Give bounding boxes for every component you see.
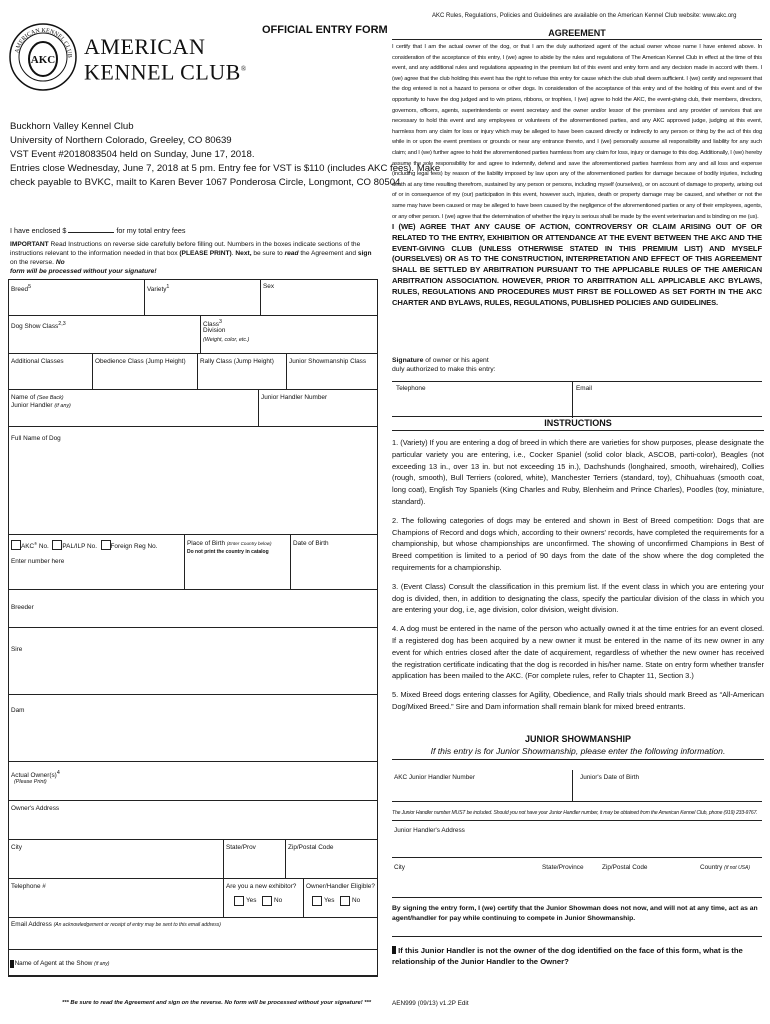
akc-seal-logo (8, 22, 78, 92)
instruction-item-3: 3. (Event Class) Consult the classification in this premium list. If the event class in which you are entering your dog is divided, then, in addition to designating the class, specify the particular division of the class in which you are entering your dog, i.e, age division, color division, weight division. (392, 581, 764, 615)
pal-ilp-checkbox[interactable] (52, 540, 62, 550)
agent-name-field[interactable]: Name of Agent at the Show (if any) (8, 949, 378, 977)
event-info (10, 120, 441, 190)
event-line: VST Event #2018083504 held on Sunday, June 17, 2018. (10, 149, 255, 160)
agreement-email-field[interactable]: Email (576, 385, 592, 392)
dam-field[interactable]: Dam (8, 694, 378, 762)
entries-close: Entries close Wednesday, June 7, 2018 at 5 pm. Entry fee for VST is $110 (includes AKC fees). Make (10, 163, 441, 174)
class-division-field[interactable]: Class$^3$ Division (Weight, color, etc.) (200, 315, 378, 354)
dog-show-class-field[interactable]: Dog Show Class$^{2,3}$ (8, 315, 201, 354)
rally-class-field[interactable]: Rally Class (Jump Height) (197, 353, 287, 390)
variety-field[interactable]: Variety$^1$ (144, 279, 261, 316)
eligible-no-box[interactable] (340, 896, 350, 906)
junior-country-input[interactable]: Country (if not USA) (700, 864, 751, 871)
instruction-item-2: 2. The following categories of dogs may be entered and shown in Best of Breed competition: Dogs that are Champions of Record and dogs which, according to their owners' records, have completed the requirements for a championship, but whose championships are unconfirmed. The showing of unconfirmed Champions in Best of Breed competition is limited to a period of 90 days from the date of the show where the dog completed the requirements for a championship. (392, 515, 764, 572)
org-name: AMERICAN KENNEL CLUB® (84, 34, 247, 85)
rules-note: AKC Rules, Regulations, Policies and Guidelines are available on the American Kennel Club website: www.akc.org (432, 13, 737, 19)
new-exhibitor-no-box[interactable] (262, 896, 272, 906)
junior-subtitle: If this entry is for Junior Showmanship, please enter the following information. (392, 746, 764, 760)
sire-field[interactable]: Sire (8, 627, 378, 695)
instructions-title: INSTRUCTIONS (392, 418, 764, 431)
svg-text:AKC: AKC (30, 54, 56, 66)
junior-city-input[interactable]: City (394, 864, 406, 871)
instruction-item-1: 1. (Variety) If you are entering a dog of breed in which there are varieties for show purposes, please designate the particular variety you are entering, i.e., Cocker Spaniel (solid color black, ASCOB, parti-color), Beagles (not exceeding 13 in., over 13 in. but not exceeding 15 in.), Dachshunds (longhaired, smooth, wirehaired), Collies (rough, smooth), Bull Terriers (colored, white), Manchester Terriers (standard, toy), Chihuahuas (smooth coat, long coat), English Toy Spaniels (King Charles and Ruby, Blenheim and Prince Charles), Poodles (toy, miniature, standard). (392, 438, 764, 506)
breeder-field[interactable]: Breeder (8, 589, 378, 628)
sex-field[interactable]: Sex (260, 279, 378, 316)
junior-address-field[interactable]: Junior Handler's Address (392, 820, 762, 858)
junior-number-note: The Junior Handler number MUST be included. Should you not have your Junior Handler number, it may be obtained from the American Kennel Club, phone (919) 233-9767. (392, 810, 758, 816)
additional-classes-field[interactable]: Additional Classes (8, 353, 93, 390)
date-of-birth-field[interactable]: Date of Birth (290, 534, 378, 590)
junior-dob-input[interactable]: Junior's Date of Birth (580, 774, 640, 781)
obedience-class-field[interactable]: Obedience Class (Jump Height) (92, 353, 198, 390)
breed-field[interactable]: Breed$^5$ (8, 279, 145, 316)
club-name: Buckhorn Valley Kennel Club (10, 121, 134, 132)
junior-handler-number-field[interactable]: Junior Handler Number (258, 389, 378, 427)
important-note: IMPORTANT Read Instructions on reverse side carefully before filling out. Numbers in the boxes indicate sections of the instructions relevant to the information needed in that box (PLEASE PRINT). Next, be sure to read the Agreement and sign on the reverse. No form will be processed without your signature! (10, 241, 372, 275)
signature-line[interactable]: Signature of owner or his agent duly authorized to make this entry: (392, 357, 496, 373)
svg-text:AMERICAN KENNEL CLUB: AMERICAN KENNEL CLUB (14, 27, 73, 58)
junior-zip-input[interactable]: Zip/Postal Code (602, 864, 648, 871)
eligible-yes-box[interactable] (312, 896, 322, 906)
registration-number-field[interactable]: AKC® No. PAL/ILP No. Foreign Reg No. Enter number here (8, 534, 185, 590)
form-title: OFFICIAL ENTRY FORM (262, 24, 388, 36)
footer-note: *** Be sure to read the Agreement and sign on the reverse. No form will be processed without your signature! *** (62, 1000, 372, 1006)
junior-title: JUNIOR SHOWMANSHIP (524, 734, 631, 744)
enclosed-amount-field[interactable] (68, 225, 114, 233)
actual-owners-field[interactable]: Actual $Owner(s)^4$ (Please Print) (8, 761, 378, 801)
junior-certify: By signing the entry form, I (we) certify that the Junior Showman does not now, and will not at any time, act as an agent/handler for pay while continuing to compete in Junior Showmanship. (392, 905, 758, 922)
instruction-item-4: 4. A dog must be entered in the name of the person who actually owned it at the time entries for an event closed. If a registered dog has been acquired by a new owner it must be entered in the name of its new owner in any event for which entries closed after the date of acquirement, regardless of whether the new owner has received the registration certificate indicating that the dog is recorded in his/her name. State on entry form whether transfer application has been mailed to the AKC. (For complete rules, refer to Chapter 11, Section 3.) (392, 624, 764, 681)
agreement-section (392, 28, 762, 308)
instruction-item-5: 5. Mixed Breed dogs entering classes for Agility, Obedience, and Rally trials should mark Breed as “All-American Dog/Mixed Breed.” Sire and Dam information shall remain blank for mixed breed entrants. (392, 690, 764, 711)
owner-telephone-field[interactable]: Telephone # (8, 878, 224, 918)
full-name-of-dog-field[interactable]: Full Name of Dog (8, 426, 378, 535)
owner-state-field[interactable]: State/Prov (223, 839, 286, 879)
junior-handler-name-field[interactable]: Name of (See Back) Junior Handler (if any) (8, 389, 259, 427)
owner-handler-eligible-field: Owner/Handler Eligible? Yes No (303, 878, 378, 918)
place-of-birth-field[interactable]: Place of Birth (Enter Country below) Do not print the country in catalog (184, 534, 291, 590)
foreign-reg-checkbox[interactable] (101, 540, 111, 550)
new-exhibitor-yes-box[interactable] (234, 896, 244, 906)
agreement-title: AGREEMENT (392, 28, 762, 40)
instructions-section (392, 418, 764, 713)
junior-relationship[interactable]: If this Junior Handler is not the owner of the dog identified on the face of this form, what is the relationship of the Junior Handler to the Owner? (392, 946, 743, 966)
agreement-body: I certify that I am the actual owner of the dog, or that I am the duly authorized agent of the actual owner whose name I have entered above. In consideration of the acceptance of this entry, I (we) agree to abide by the rules and regulations of The American Kennel Club in effect at the time of this event, and any additional rules and regulations appearing in the premium list of this event and entry form and any decision made in accord with them. I (we) agree that the club holding this event has the right to refuse this entry for cause which the club shall deem sufficient. I (we) certify and represent that the dog entered is not a hazard to persons or other dogs. In consideration of the acceptance of this entry and of the holding of this event and of the opportunity to have the dog judged and to win prizes, ribbons, or trophies, I (we) agree to hold the AKC, the event-giving club, their members, directors, governors, officers, agents, superintendents or event secretary and the owner and/or lessor of the premises and any provider of services that are necessary to hold this event and any employees or volunteers of the aforementioned parties, and any AKC approved judge, judging at this event, harmless from any claim for loss or injury which may be alleged to have been caused directly or indirectly to any person or thing by the act of this dog while in or upon the event premises or grounds or near any entrance thereto, and I (we) personally assume all responsibility and liability for any such claim; and I (we) further agree to hold the aforementioned parties harmless from any claim for loss, injury or damage to this dog. Additionally, I (we) hereby assume the sole responsibility for and agree to indemnify, defend and save the aforementioned parties harmless from any and all loss and expense (including legal fees) by reason of the liability imposed by law upon any of the aforementioned parties for damage because of bodily injuries, including death at any time resulting therefrom, sustained by any person or persons, including myself (ourselves), or on account of damage to property, arising out of or in consequence of my (our) participation in this event, however such, injuries, death or property damage may be caused, and whether or not the same may have been caused or may be alleged to have been caused by the negligence of the aforementioned parties or any of their employees, agents, or any other person. I (we) agree that the determination of whether the injury is serious shall be made by the event veterinarian and is binding on me (us). (392, 44, 762, 220)
enclosed-line: I have enclosed $ for my total entry fees (10, 226, 186, 235)
new-exhibitor-field: Are you a new exhibitor? Yes No (223, 878, 304, 918)
email-address-field[interactable]: Email Address (An acknowledgement or receipt of entry may be sent to this email address) (8, 917, 378, 950)
junior-showmanship-class-field[interactable]: Junior Showmanship Class (286, 353, 378, 390)
entry-form-grid (8, 279, 378, 999)
agreement-telephone-field[interactable]: Telephone (396, 385, 426, 392)
payable-to: check payable to BVKC, mailt to Karen Bever 1067 Ponderosa Circle, Longmont, CO 80504 (10, 177, 401, 188)
owner-city-field[interactable]: City (8, 839, 224, 879)
form-code: AEN999 (09/13) v1.2P Edit (392, 1000, 469, 1007)
junior-showmanship-section (392, 734, 764, 760)
event-location: University of Northern Colorado, Greeley, CO 80639 (10, 135, 232, 146)
owner-zip-field[interactable]: Zip/Postal Code (285, 839, 378, 879)
akc-no-checkbox[interactable] (11, 540, 21, 550)
junior-state-input[interactable]: State/Province (542, 864, 584, 871)
owners-address-field[interactable]: Owner's Address (8, 800, 378, 840)
agreement-caps: I (WE) AGREE THAT ANY CAUSE OF ACTION, CONTROVERSY OR CLAIM ARISING OUT OF OR RELATED TO THE ENTRY, EXHIBITION OR ATTENDANCE AT THE EVENT BETWEEN THE AKC AND THE EVENT-GIVING CLUB (UNLESS OTHERWISE STATED IN THIS PREMIUM LIST) AND MYSELF (OURSELVES) OR AS TO THE CONSTRUCTION, INTERPRETATION AND EFFECT OF THIS AGREEMENT SHALL BE SETTLED BY ARBITRATION PURSUANT TO THE APPLICABLE RULES OF THE AMERICAN ARBITRATION ASSOCIATION. HOWEVER, PRIOR TO ARBITRATION ALL APPLICABLE AKC BYLAWS, RULES, REGULATIONS AND PROCEDURES MUST FIRST BE FOLLOWED AS SET FORTH IN THE AKC CHARTER AND BYLAWS, RULES, REGULATIONS, PUBLISHED POLICIES AND GUIDELINES. (392, 222, 762, 307)
junior-handler-number-input[interactable]: AKC Junior Handler Number (394, 774, 475, 781)
